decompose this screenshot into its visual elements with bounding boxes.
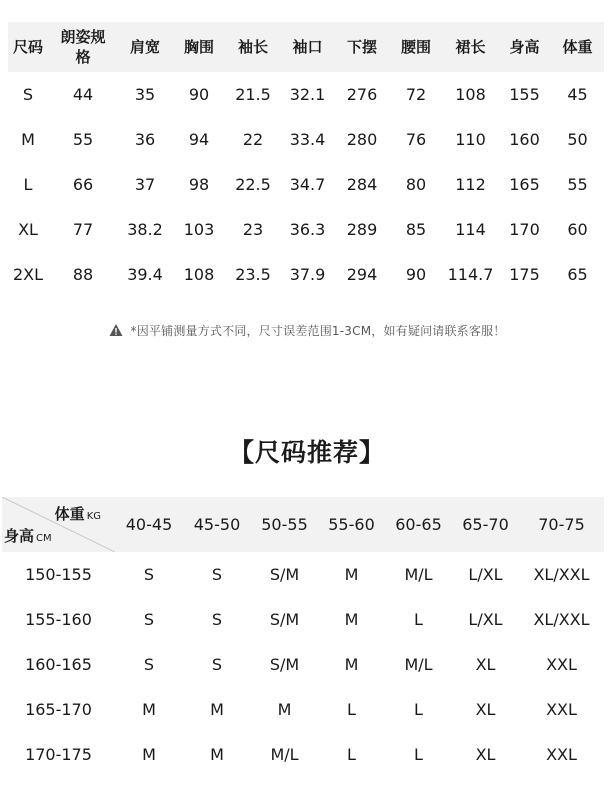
table-cell: 170 [509,220,540,239]
table-cell: 23.5 [235,265,271,284]
table-cell: 90 [188,85,210,104]
table-cell: 66 [72,175,94,194]
table-cell: 114 [455,220,486,239]
table-cell: 60 [567,220,588,239]
table-cell: 44 [72,85,94,104]
size-recommend-table [2,497,604,777]
size-cell: XL [475,655,496,674]
table-cell: 22.5 [235,175,271,194]
size-cell: S/M [269,565,300,584]
table-cell: S [22,85,34,104]
size-cell: XL [475,700,496,719]
table-cell: 36 [134,130,156,149]
size-cell: M [210,745,224,764]
weight-axis-label: 体重 KG [54,505,101,523]
height-range-cell: 165-170 [25,700,92,719]
weight-range-header: 55-60 [318,497,385,552]
table-row [8,207,604,252]
size-cell: M [344,565,359,584]
size-cell: S/M [269,610,300,629]
size-cell: M [142,700,156,719]
table-cell: 35 [134,85,156,104]
weight-range-header: 45-50 [183,497,251,552]
height-range-cell: 155-160 [25,610,92,629]
height-range-cell: 150-155 [25,565,92,584]
table-cell: 38.2 [127,220,163,239]
header-spec: 朗姿规格 [48,22,118,72]
height-range-cell: 170-175 [25,745,92,764]
recommend-header-row [2,497,604,552]
size-cell: M [344,655,359,674]
size-cell: XL/XXL [533,610,590,629]
size-cell: S/M [269,655,300,674]
size-cell: S [143,565,155,584]
table-cell: 55 [72,130,94,149]
size-cell: L/XL [468,610,503,629]
size-cell: L [414,745,423,764]
table-cell: 32.1 [289,85,326,104]
header-cuff: 袖口 [280,22,335,72]
size-cell: XXL [546,745,577,764]
corner-header [2,497,115,552]
size-cell: XXL [546,700,577,719]
table-cell: 155 [509,85,540,104]
table-row [2,597,604,642]
table-row [2,552,604,597]
table-cell: 2XL [12,265,44,284]
size-chart-table [8,22,604,297]
table-cell: 280 [346,130,378,149]
table-cell: 72 [405,85,427,104]
size-cell: S [211,610,223,629]
table-cell: XL [18,220,38,239]
weight-range-header: 60-65 [385,497,452,552]
size-cell: M/L [270,745,299,764]
table-row [8,162,604,207]
header-shoulder: 肩宽 [118,22,172,72]
table-cell: 33.4 [289,130,326,149]
table-row [2,642,604,687]
measurement-note [0,322,614,339]
size-cell: S [211,565,223,584]
size-table-header-row [8,22,604,72]
header-weight: 体重 [551,22,604,72]
note-text: *因平铺测量方式不同，尺寸误差范围1-3CM，如有疑问请联系客服！ [130,324,506,338]
weight-range-header: 50-55 [251,497,318,552]
table-cell: 36.3 [289,220,326,239]
size-cell: M/L [404,655,433,674]
size-cell: M [142,745,156,764]
table-cell: 80 [405,175,427,194]
table-cell: M [21,130,35,149]
size-cell: L [414,610,423,629]
table-cell: 108 [455,85,486,104]
table-cell: 289 [346,220,378,239]
size-cell: S [143,655,155,674]
table-cell: 112 [455,175,486,194]
recommend-title: 【尺码推荐】 [228,438,385,467]
table-cell: 85 [405,220,427,239]
size-cell: M/L [404,565,433,584]
header-waist: 腰围 [389,22,443,72]
header-height: 身高 [498,22,551,72]
size-cell: L [347,700,356,719]
table-cell: 77 [72,220,94,239]
weight-range-header: 65-70 [452,497,519,552]
table-cell: 114.7 [447,265,494,284]
table-cell: 55 [567,175,588,194]
table-cell: 103 [183,220,215,239]
table-cell: 37 [134,175,156,194]
table-cell: 94 [188,130,210,149]
table-row [8,72,604,117]
table-cell: 90 [405,265,427,284]
table-cell: L [23,175,33,194]
size-cell: XL/XXL [533,565,590,584]
height-axis-label: 身高 CM [4,527,52,545]
warning-icon [109,323,123,337]
table-cell: 50 [567,130,588,149]
table-cell: 34.7 [289,175,326,194]
size-cell: M [210,700,224,719]
table-cell: 76 [405,130,427,149]
table-cell: 37.9 [289,265,326,284]
table-row [2,687,604,732]
table-cell: 284 [346,175,378,194]
header-dress-length: 裙长 [443,22,498,72]
table-cell: 108 [183,265,215,284]
table-row [8,117,604,162]
size-cell: S [143,610,155,629]
table-cell: 98 [188,175,210,194]
table-cell: 165 [509,175,540,194]
weight-range-header: 70-75 [519,497,604,552]
table-cell: 21.5 [235,85,271,104]
table-cell: 175 [509,265,540,284]
header-size: 尺码 [8,22,48,72]
table-cell: 294 [346,265,378,284]
table-cell: 88 [72,265,94,284]
header-hem: 下摆 [335,22,389,72]
table-cell: 23 [242,220,264,239]
table-cell: 110 [455,130,486,149]
table-row [2,732,604,777]
size-cell: XL [475,745,496,764]
table-row [8,252,604,297]
table-cell: 160 [509,130,540,149]
table-cell: 45 [567,85,588,104]
size-cell: L [347,745,356,764]
table-cell: 276 [346,85,378,104]
height-range-cell: 160-165 [25,655,92,674]
size-cell: L/XL [468,565,503,584]
table-cell: 39.4 [127,265,163,284]
header-chest: 胸围 [172,22,226,72]
size-cell: M [344,610,359,629]
size-cell: L [414,700,423,719]
size-cell: S [211,655,223,674]
size-cell: M [277,700,292,719]
size-cell: XXL [546,655,577,674]
table-cell: 22 [242,130,264,149]
weight-range-header: 40-45 [115,497,183,552]
table-cell: 65 [567,265,588,284]
header-sleeve-length: 袖长 [226,22,280,72]
